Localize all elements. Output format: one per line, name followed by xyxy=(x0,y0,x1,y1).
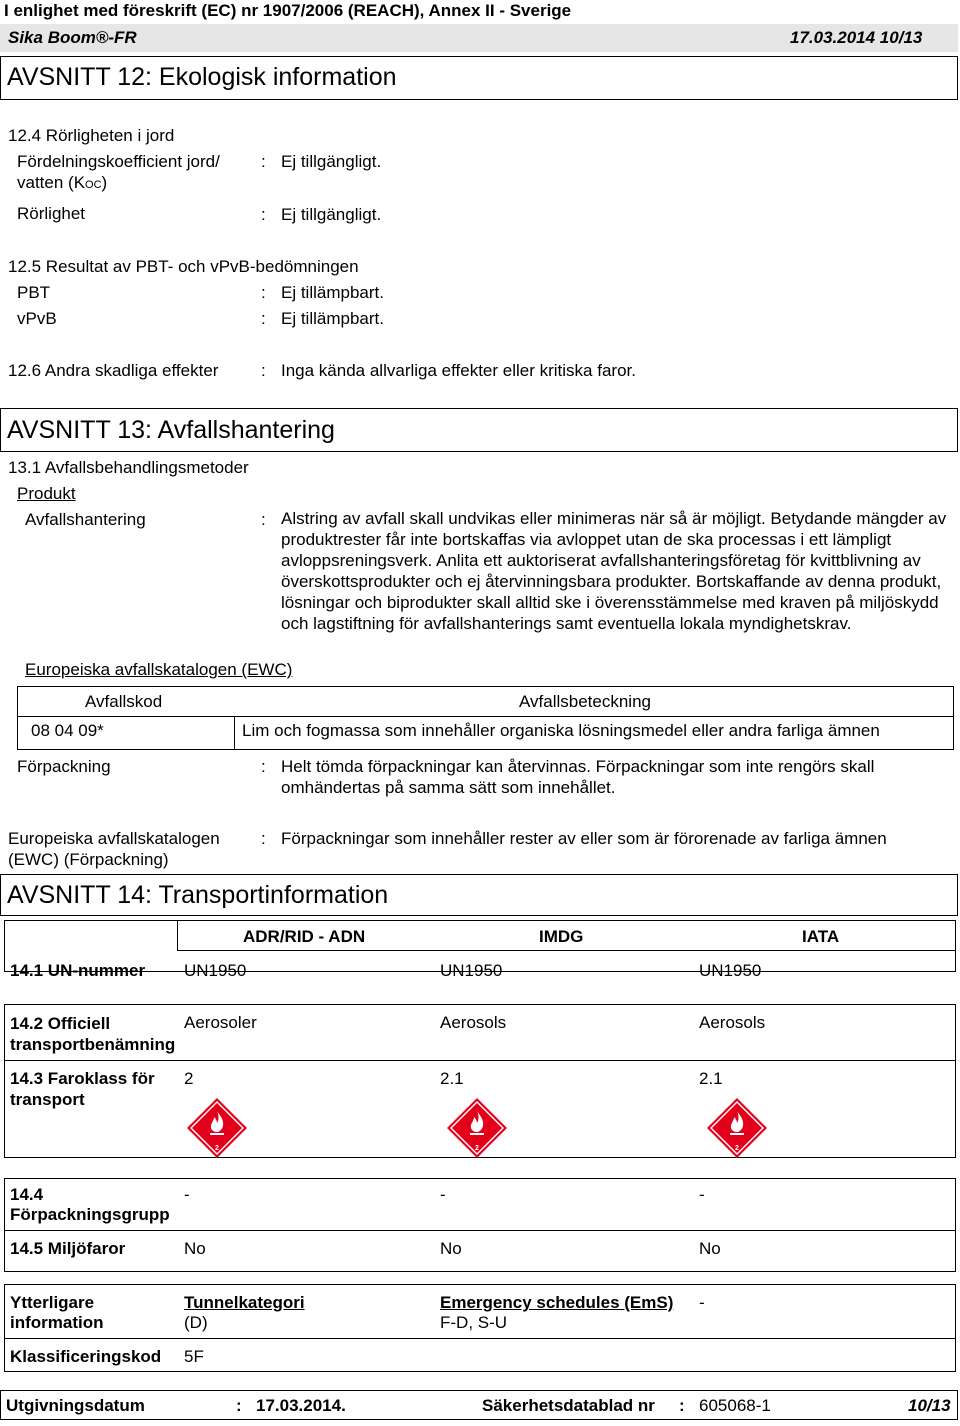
ewc-packaging-label-line2: (EWC) (Förpackning) xyxy=(8,850,169,869)
iata-additional-info: - xyxy=(699,1293,705,1312)
colon: : xyxy=(679,1396,685,1415)
environmental-hazards-label: 14.5 Miljöfaror xyxy=(10,1239,126,1258)
colon: : xyxy=(261,361,266,380)
packing-group-iata: - xyxy=(699,1185,705,1204)
other-effects-value: Inga kända allvarliga effekter eller kritiska faror. xyxy=(281,361,636,380)
flammable-gas-diamond-icon xyxy=(446,1097,508,1159)
sds-number-label: Säkerhetsdatablad nr xyxy=(482,1396,655,1415)
mobility-label: Rörlighet xyxy=(17,204,86,223)
hazard-class-adr: 2 xyxy=(184,1069,194,1088)
svg-text:2: 2 xyxy=(215,1145,219,1152)
ewc-col-code-header: Avfallskod xyxy=(85,692,163,711)
transport-row-divider xyxy=(4,1338,956,1339)
vpvb-label: vPvB xyxy=(17,309,57,328)
colon: : xyxy=(261,205,266,224)
packaging-text: Helt tömda förpackningar kan återvinnas. Förpackningar som inte rengörs skall omhändertas på samma sätt som innehållet. xyxy=(281,757,875,797)
ewc-col-desc-header: Avfallsbeteckning xyxy=(519,692,651,711)
mobility-value: Ej tillgängligt. xyxy=(281,205,382,224)
colon: : xyxy=(236,1396,242,1415)
ewc-packaging-value: Förpackningar som innehåller rester av eller som är förorenade av farliga ämnen xyxy=(281,829,887,848)
issue-date-value: 17.03.2014. xyxy=(256,1396,346,1415)
produkt-subheading: Produkt xyxy=(17,484,76,503)
ems-value: F-D, S-U xyxy=(440,1313,508,1332)
environmental-hazards-imdg: No xyxy=(440,1239,462,1258)
ewc-table-row-divider xyxy=(17,716,954,717)
packing-group-label-line2: Förpackningsgrupp xyxy=(10,1205,170,1224)
transport-row-divider xyxy=(4,1060,956,1061)
heading-12-4: 12.4 Rörligheten i jord xyxy=(8,126,175,145)
colon: : xyxy=(261,152,266,171)
product-name: Sika Boom®-FR xyxy=(8,28,137,47)
col-iata-header: IATA xyxy=(802,927,840,946)
document-regulation-title: I enlighet med föreskrift (EC) nr 1907/2006 (REACH), Annex II - Sverige xyxy=(4,1,572,20)
sds-number-value: 605068-1 xyxy=(699,1396,771,1415)
hazard-class-label-line2: transport xyxy=(10,1090,85,1109)
un-number-adr: UN1950 xyxy=(184,961,247,980)
packing-group-adr: - xyxy=(184,1185,190,1204)
heading-12-5: 12.5 Resultat av PBT- och vPvB-bedömningen xyxy=(8,257,359,276)
ems-label: Emergency schedules (EmS) xyxy=(440,1293,674,1312)
ewc-heading: Europeiska avfallskatalogen (EWC) xyxy=(25,660,293,679)
ewc-code: 08 04 09* xyxy=(31,721,104,740)
transport-table-col-header-underline xyxy=(177,950,956,951)
colon: : xyxy=(261,283,266,302)
waste-handling-label: Avfallshantering xyxy=(25,510,146,529)
section-12-title: AVSNITT 12: Ekologisk information xyxy=(7,63,397,91)
environmental-hazards-iata: No xyxy=(699,1239,721,1258)
packaging-label: Förpackning xyxy=(17,757,111,776)
transport-table-col-divider xyxy=(177,920,178,950)
ewc-description: Lim och fogmassa som innehåller organiska lösningsmedel eller andra farliga ämnen xyxy=(242,721,880,740)
environmental-hazards-adr: No xyxy=(184,1239,206,1258)
header-date-page: 17.03.2014 10/13 xyxy=(790,28,923,47)
pbt-value: Ej tillämpbart. xyxy=(281,283,384,302)
packing-env-box xyxy=(4,1178,956,1272)
tunnel-category-value: (D) xyxy=(184,1313,208,1332)
flammable-gas-diamond-icon xyxy=(186,1097,248,1159)
section-12-header xyxy=(0,56,958,100)
koc-label-line2: vatten (KOC) xyxy=(17,173,108,192)
flammable-gas-diamond-icon xyxy=(706,1097,768,1159)
transport-row-divider xyxy=(4,1230,956,1231)
hazard-class-imdg: 2.1 xyxy=(440,1069,464,1088)
ewc-table-col-divider xyxy=(234,716,235,750)
issue-date-label: Utgivningsdatum xyxy=(6,1396,145,1415)
additional-info-label-line2: information xyxy=(10,1313,104,1332)
shipping-name-iata: Aerosols xyxy=(699,1013,766,1032)
classification-code-label: Klassificeringskod xyxy=(10,1347,162,1366)
section-13-title: AVSNITT 13: Avfallshantering xyxy=(7,416,335,444)
heading-13-1: 13.1 Avfallsbehandlingsmetoder xyxy=(8,458,249,477)
shipping-name-adr: Aerosoler xyxy=(184,1013,257,1032)
col-adr-header: ADR/RID - ADN xyxy=(243,927,366,946)
un-number-iata: UN1950 xyxy=(699,961,762,980)
koc-label-line1: Fördelningskoefficient jord/ xyxy=(17,152,220,171)
packing-group-label-line1: 14.4 xyxy=(10,1185,44,1204)
classification-code-value: 5F xyxy=(184,1347,204,1366)
waste-handling-text: Alstring av avfall skall undvikas eller minimeras när så är möjligt. Betydande mängder av produktrester får inte bortskaffas via avloppet utan de ska processas i ett lämpligt avloppsreningsverk. Anlita ett auktoriserat avfallshanteringsföretag för kvittblivning av överskottsprodukter och ej återvinningsbara produkter. Bortskaffande av denna produkt, lösningar och biprodukter skall alltid ske i överensstämmelse med kraven på miljöskydd och lagstiftning för avfallshanterings samt eventuella lokala myndighetskrav. xyxy=(281,509,947,633)
colon: : xyxy=(261,510,266,529)
hazard-class-iata: 2.1 xyxy=(699,1069,723,1088)
hazard-class-label-line1: 14.3 Faroklass för xyxy=(10,1069,155,1088)
footer-page-number: 10/13 xyxy=(908,1396,951,1415)
un-number-imdg: UN1950 xyxy=(440,961,503,980)
heading-12-6: 12.6 Andra skadliga effekter xyxy=(8,361,219,380)
svg-text:2: 2 xyxy=(475,1145,479,1152)
koc-value: Ej tillgängligt. xyxy=(281,152,382,171)
section-14-title: AVSNITT 14: Transportinformation xyxy=(7,881,389,909)
packing-group-imdg: - xyxy=(440,1185,446,1204)
col-imdg-header: IMDG xyxy=(539,927,584,946)
tunnel-category-label: Tunnelkategori xyxy=(184,1293,305,1312)
un-number-label: 14.1 UN-nummer xyxy=(10,961,146,980)
colon: : xyxy=(261,757,266,776)
section-13-header xyxy=(0,408,958,452)
shipping-name-imdg: Aerosols xyxy=(440,1013,507,1032)
colon: : xyxy=(261,829,266,848)
vpvb-value: Ej tillämpbart. xyxy=(281,309,384,328)
shipping-name-label-line1: 14.2 Officiell xyxy=(10,1014,111,1033)
pbt-label: PBT xyxy=(17,283,51,302)
shipping-name-label-line2: transportbenämning xyxy=(10,1035,176,1054)
additional-info-label-line1: Ytterligare xyxy=(10,1293,95,1312)
colon: : xyxy=(261,309,266,328)
ewc-packaging-label-line1: Europeiska avfallskatalogen xyxy=(8,829,220,848)
section-14-header xyxy=(0,874,958,916)
svg-text:2: 2 xyxy=(735,1145,739,1152)
